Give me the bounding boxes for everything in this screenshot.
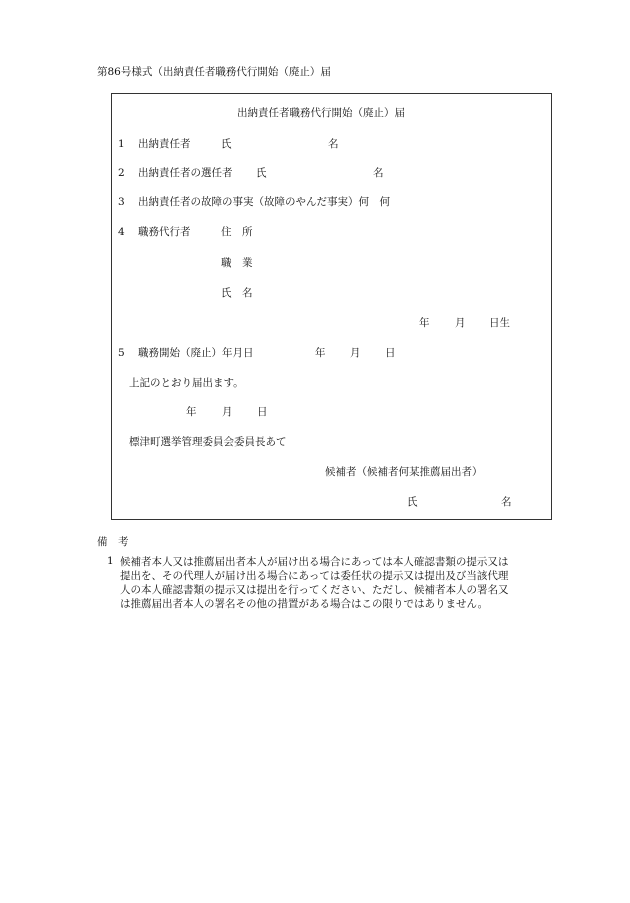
remarks-line: 候補者本人又は推薦届出者本人が届け出る場合にあっては本人確認書類の提示又は (120, 556, 509, 568)
item2-number: 2 (118, 167, 125, 179)
signature-given-name-label: 名 (501, 496, 512, 508)
item4-label: 職務代行者 (138, 226, 191, 238)
item5-label: 職務開始（廃止）年月日 (138, 347, 254, 359)
remarks-body (120, 555, 572, 611)
birth-day-label: 日生 (489, 317, 510, 329)
date-year-label: 年 (186, 406, 197, 418)
item3-number: 3 (118, 196, 125, 208)
item2-surname-label: 氏 (256, 167, 267, 179)
remarks-line: 人の本人確認書類の提示又は提出を行ってください、ただし、候補者本人の署名又 (120, 584, 509, 596)
signature-surname-label: 氏 (407, 496, 418, 508)
form-number-label: 第86号様式（出納責任者職務代行開始（廃止）届 (97, 66, 331, 78)
remarks-heading: 備 考 (97, 536, 129, 548)
item5-year-label: 年 (315, 347, 326, 359)
item4-name-label: 氏 名 (221, 287, 253, 299)
statement-text: 上記のとおり届出ます。 (129, 377, 244, 389)
item5-day-label: 日 (385, 347, 396, 359)
item1-surname-label: 氏 (221, 138, 232, 150)
item2-label: 出納責任者の選任者 (138, 167, 233, 179)
item4-occupation-label: 職 業 (221, 257, 253, 269)
birth-year-label: 年 (419, 317, 430, 329)
item5-month-label: 月 (350, 347, 361, 359)
item1-number: 1 (118, 138, 125, 150)
item2-given-name-label: 名 (373, 167, 384, 179)
addressee-text: 標津町選挙管理委員会委員長あて (129, 436, 287, 448)
item1-given-name-label: 名 (328, 138, 339, 150)
item4-address-label: 住 所 (221, 226, 253, 238)
date-day-label: 日 (257, 406, 268, 418)
item3-label: 出納責任者の故障の事実（故障のやんだ事実）何 何 (138, 196, 390, 208)
birth-month-label: 月 (455, 317, 466, 329)
form-box (111, 93, 552, 520)
item1-label: 出納責任者 (138, 138, 191, 150)
remarks-line: は推薦届出者本人の署名その他の措置がある場合はこの限りではありません。 (120, 598, 489, 610)
date-month-label: 月 (222, 406, 233, 418)
candidate-label: 候補者（候補者何某推薦届出者） (325, 466, 483, 478)
remarks-note-number: 1 (107, 555, 114, 567)
remarks-line: 提出を、その代理人が届け出る場合にあっては委任状の提示又は提出及び当該代理 (120, 570, 509, 582)
item5-number: 5 (118, 347, 125, 359)
item4-number: 4 (118, 226, 125, 238)
form-title: 出納責任者職務代行開始（廃止）届 (237, 107, 405, 119)
